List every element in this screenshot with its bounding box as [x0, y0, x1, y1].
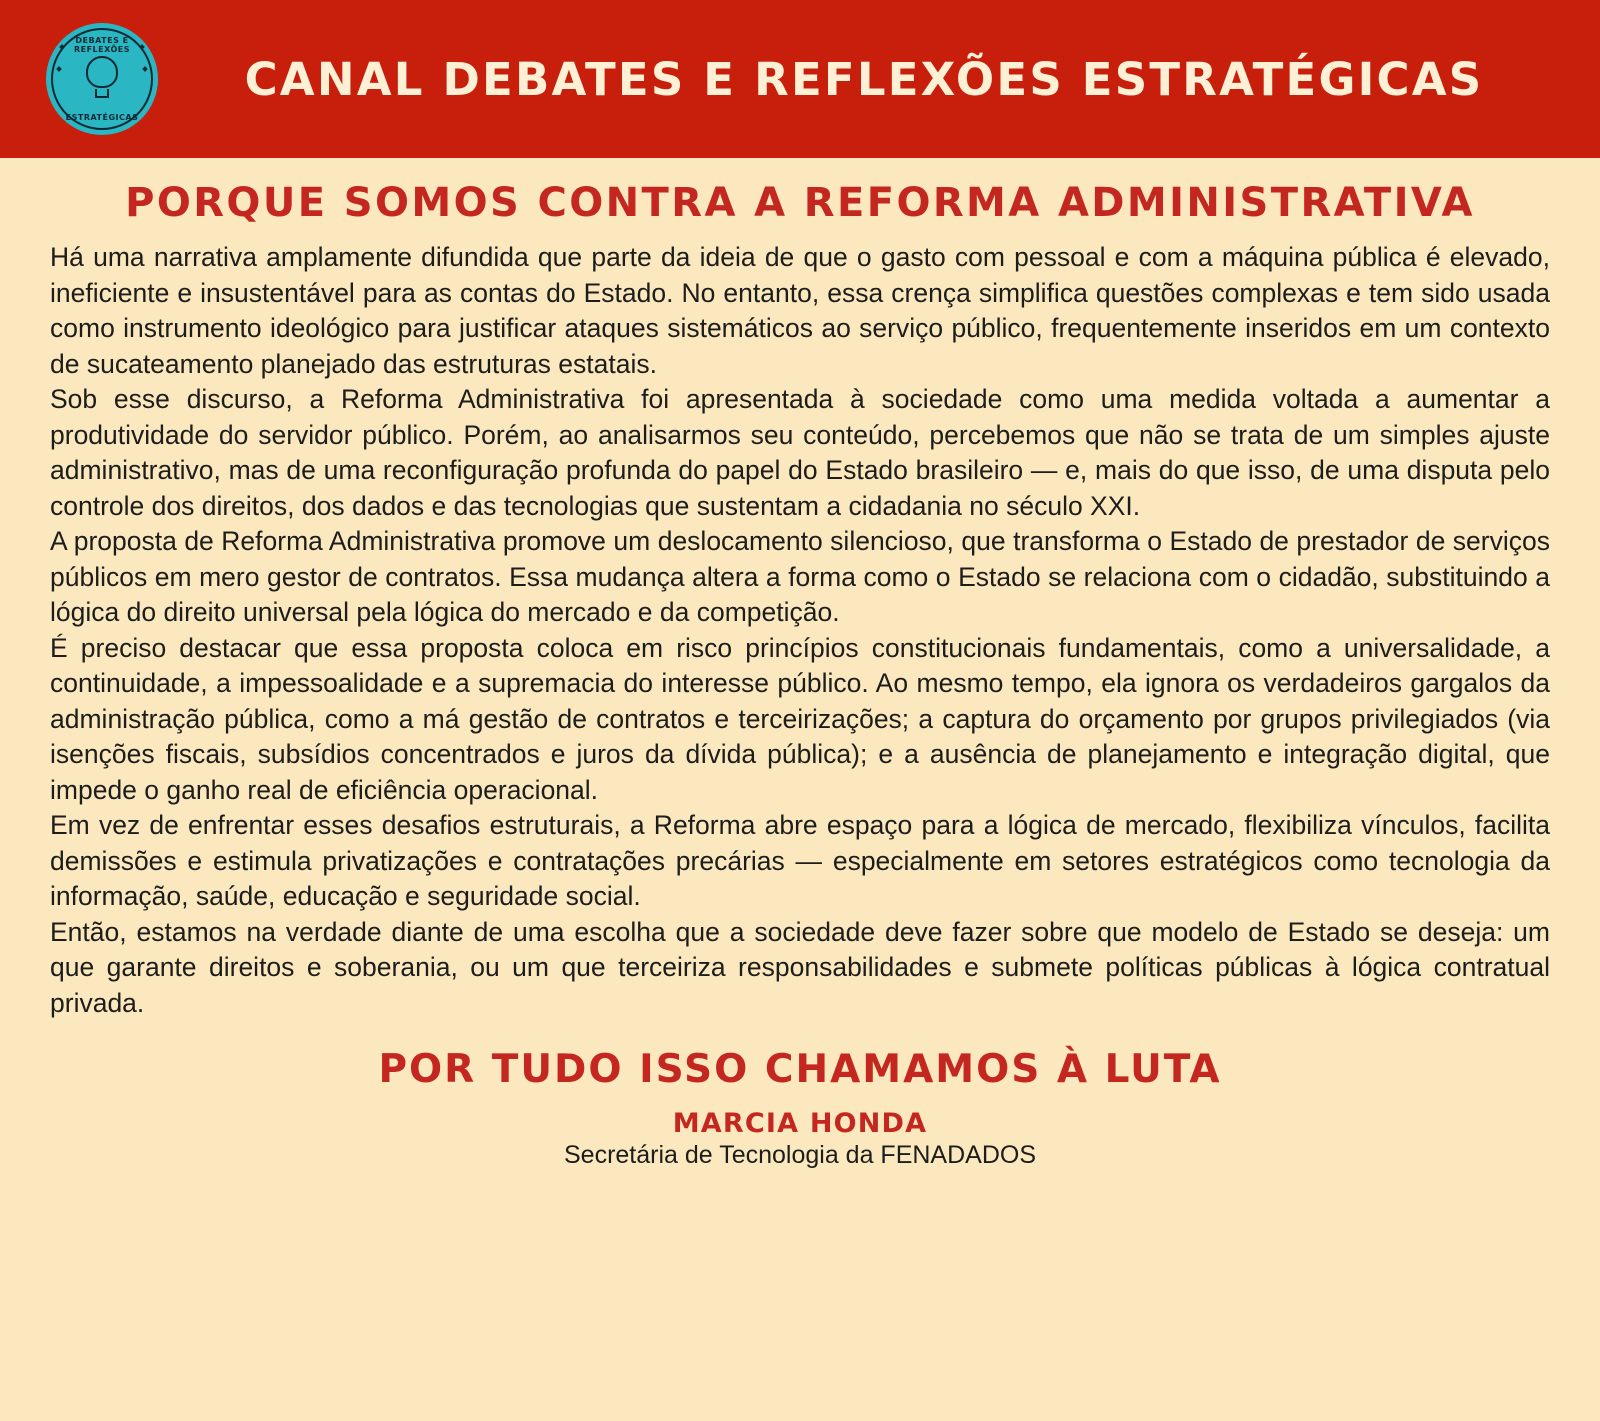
paragraph: É preciso destacar que essa proposta coloca em risco princípios constitucionais fundamentais, como a universalidade, a continuidade, a impessoalidade e a supremacia do interesse público. Ao mesmo tempo, ela ignora os verdadeiros gargalos da administração pública, como a má gestão de contratos e terceirizações; a captura do orçamento por grupos privilegiados (via isenções fiscais, subsídios concentrados e juros da dívida pública); e a ausência de planejamento e integração digital, que impede o ganho real de eficiência operacional.	[50, 632, 1550, 805]
channel-logo	[46, 23, 158, 135]
paragraph: A proposta de Reforma Administrativa promove um deslocamento silencioso, que transforma o Estado de prestador de serviços públicos em mero gestor de contratos. Essa mudança altera a forma como o Estado se relaciona com o cidadão, substituindo a lógica do direito universal pela lógica do mercado e da competição.	[50, 526, 1550, 627]
call-to-action: POR TUDO ISSO CHAMAMOS À LUTA	[378, 1047, 1222, 1092]
poster-content	[0, 158, 1600, 1421]
article-body	[50, 240, 1550, 1021]
channel-title: CANAL DEBATES E REFLEXÕES ESTRATÉGICAS	[244, 52, 1484, 106]
page-title: PORQUE SOMOS CONTRA A REFORMA ADMINISTRATIVA	[125, 180, 1475, 226]
paragraph: Sob esse discurso, a Reforma Administrativa foi apresentada à sociedade como uma medida voltada a aumentar a produtividade do servidor público. Porém, ao analisarmos seu conteúdo, percebemos que não se trata de um simples ajuste administrativo, mas de uma reconfiguração profunda do papel do Estado brasileiro — e, mais do que isso, de uma disputa pelo controle dos direitos, dos dados e das tecnologias que sustentam a cidadania no século XXI.	[50, 384, 1550, 521]
paragraph: Então, estamos na verdade diante de uma escolha que a sociedade deve fazer sobre que modelo de Estado se deseja: um que garante direitos e soberania, ou um que terceiriza responsabilidades e submete políticas públicas à lógica contratual privada.	[50, 916, 1550, 1018]
header-bar	[0, 0, 1600, 158]
author-role: Secretária de Tecnologia da FENADADOS	[564, 1141, 1036, 1169]
logo-bottom-text: ESTRATÉGICAS	[65, 113, 139, 122]
lightbulb-icon	[85, 56, 119, 102]
logo-top-text: DEBATES E REFLEXÕES	[73, 36, 131, 54]
paragraph: Há uma narrativa amplamente difundida que parte da ideia de que o gasto com pessoal e com a máquina pública é elevado, ineficiente e insustentável para as contas do Estado. No entanto, essa crença simplifica questões complexas e tem sido usada como instrumento ideológico para justificar ataques sistemáticos ao serviço público, frequentemente inseridos em um contexto de sucateamento planejado das estruturas estatais.	[50, 242, 1550, 379]
author-name: MARCIA HONDA	[672, 1108, 928, 1139]
paragraph: Em vez de enfrentar esses desafios estruturais, a Reforma abre espaço para a lógica de mercado, flexibiliza vínculos, facilita demissões e estimula privatizações e contratações precárias — especialmente em setores estratégicos como tecnologia da informação, saúde, educação e seguridade social.	[50, 810, 1550, 911]
signature-block	[50, 1108, 1550, 1180]
